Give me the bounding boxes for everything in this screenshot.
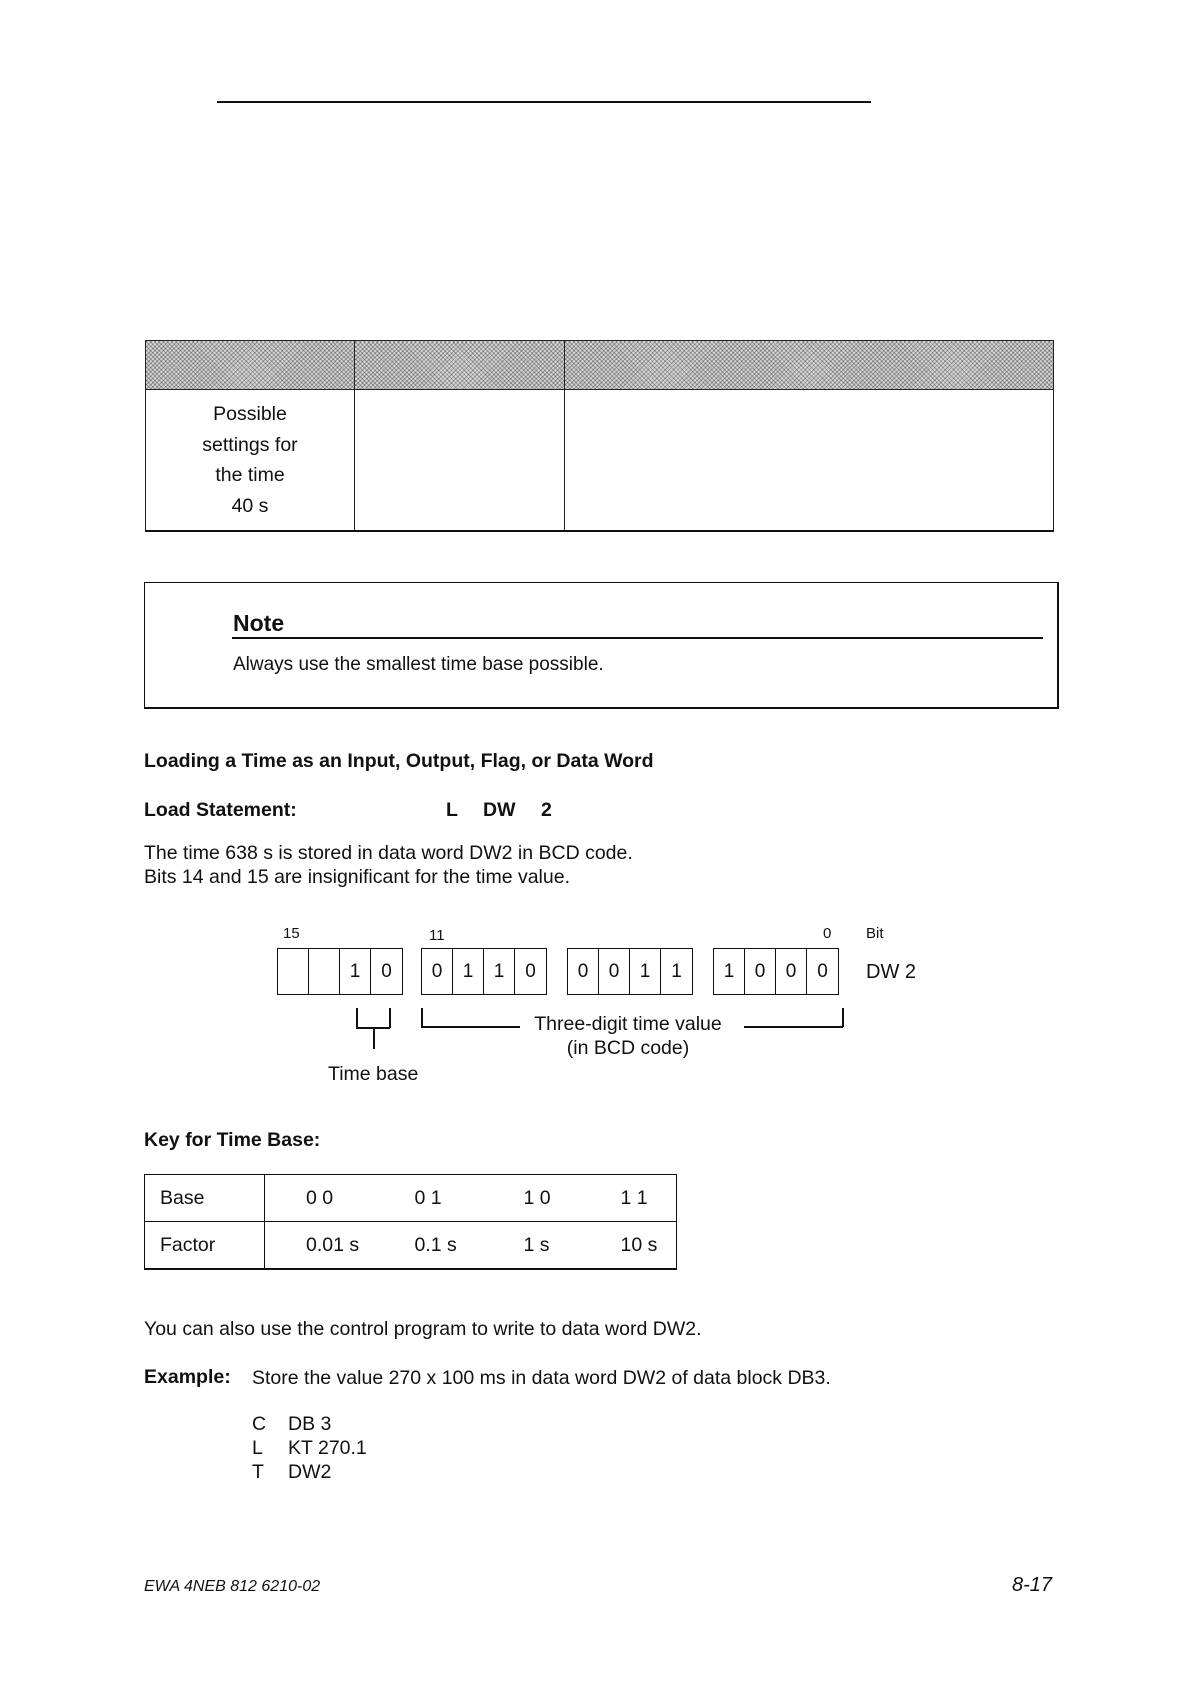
key-cell: 0 0	[265, 1175, 373, 1222]
key-cell: Factor	[145, 1222, 265, 1270]
bcd-value-bracket	[842, 1008, 844, 1027]
bit-cell: 0	[381, 961, 392, 982]
settings-label-line: the time	[215, 464, 285, 486]
bit-cell: 1	[340, 949, 371, 994]
paragraph-line: Bits 14 and 15 are insignificant for the time value.	[144, 866, 570, 888]
key-cell: 1 s	[483, 1222, 580, 1270]
footer-doc-id: EWA 4NEB 812 6210-02	[144, 1578, 321, 1595]
key-row-factor	[145, 1222, 677, 1270]
table-header-cell	[565, 341, 1054, 390]
code-arg: DB 3	[288, 1413, 332, 1435]
time-base-bracket	[356, 1008, 358, 1028]
settings-label-line: settings for	[202, 433, 298, 456]
bit-cell: 1	[671, 961, 682, 982]
time-base-key-table	[144, 1174, 677, 1270]
bit-cell: 1	[484, 949, 515, 994]
settings-label-line: Possible	[213, 403, 287, 425]
note-box	[144, 582, 1059, 709]
load-statement-operand: DW	[483, 799, 516, 821]
bit-cell: 1	[453, 949, 484, 994]
key-cell: 0.01 s	[265, 1222, 373, 1270]
table-empty-cell	[565, 390, 1054, 532]
settings-label-line: 40 s	[231, 494, 269, 517]
key-row-base	[145, 1175, 677, 1222]
paragraph-line: The time 638 s is stored in data word DW2 in BCD code.	[144, 842, 633, 864]
bcd-value-bracket	[421, 1008, 423, 1027]
section-heading: Loading a Time as an Input, Output, Flag, or Data Word	[144, 750, 654, 772]
time-base-label: Time base	[328, 1063, 419, 1085]
bit-cell: 1	[630, 949, 661, 994]
key-cell: Base	[145, 1175, 265, 1222]
code-arg: DW2	[288, 1461, 332, 1483]
bit-cell: 0	[817, 961, 828, 982]
bit-cell	[309, 949, 340, 994]
note-text: Always use the smallest time base possible.	[233, 654, 604, 675]
table-header-cell	[146, 341, 355, 390]
bit-cell	[278, 949, 309, 994]
bit-group	[567, 948, 693, 995]
key-cell: 1 1	[580, 1175, 677, 1222]
table-header-cell	[355, 341, 565, 390]
bit-cell: 0	[568, 949, 599, 994]
bit-cell: 0	[422, 949, 453, 994]
note-title: Note	[233, 610, 285, 636]
example-label: Example:	[144, 1366, 231, 1388]
bcd-value-bracket	[744, 1026, 843, 1028]
example-text: Store the value 270 x 100 ms in data word DW2 of data block DB3.	[252, 1367, 831, 1389]
bcd-value-bracket	[421, 1026, 520, 1028]
time-base-bracket	[389, 1008, 391, 1028]
control-program-text: You can also use the control program to write to data word DW2.	[144, 1318, 702, 1340]
time-base-bracket	[373, 1027, 375, 1049]
time-settings-table	[145, 340, 1054, 532]
header-rule	[217, 101, 871, 103]
bit-word-label: Bit	[866, 925, 884, 942]
code-op: C	[252, 1413, 267, 1435]
code-op: L	[252, 1437, 263, 1459]
bit-group	[421, 948, 547, 995]
key-cell: 0 1	[373, 1175, 483, 1222]
bit-cell: 1	[714, 949, 745, 994]
code-arg: KT 270.1	[288, 1437, 367, 1459]
bcd-value-label-line: Three-digit time value	[534, 1013, 722, 1035]
note-rule	[232, 637, 1043, 639]
load-statement-label: Load Statement:	[144, 799, 297, 821]
key-cell: 0.1 s	[373, 1222, 483, 1270]
key-cell: 10 s	[580, 1222, 677, 1270]
bit-15-label: 15	[283, 925, 300, 942]
settings-label-cell	[146, 390, 355, 532]
key-heading: Key for Time Base:	[144, 1129, 321, 1151]
footer-page-number: 8-17	[1012, 1574, 1053, 1596]
bit-group	[713, 948, 839, 995]
dw2-label: DW 2	[866, 961, 916, 983]
load-statement-op: L	[446, 799, 458, 821]
code-op: T	[252, 1461, 264, 1483]
bit-0-label: 0	[823, 925, 832, 942]
bit-11-label: 11	[429, 927, 445, 944]
bcd-value-label	[528, 1012, 728, 1060]
bit-cell: 0	[745, 949, 776, 994]
load-statement-number: 2	[541, 799, 552, 821]
bit-cell: 0	[776, 949, 807, 994]
bit-cell: 0	[525, 961, 536, 982]
bit-group	[277, 948, 403, 995]
bit-cell: 0	[599, 949, 630, 994]
key-cell: 1 0	[483, 1175, 580, 1222]
table-empty-cell	[355, 390, 565, 532]
bcd-value-label-line: (in BCD code)	[566, 1037, 690, 1059]
